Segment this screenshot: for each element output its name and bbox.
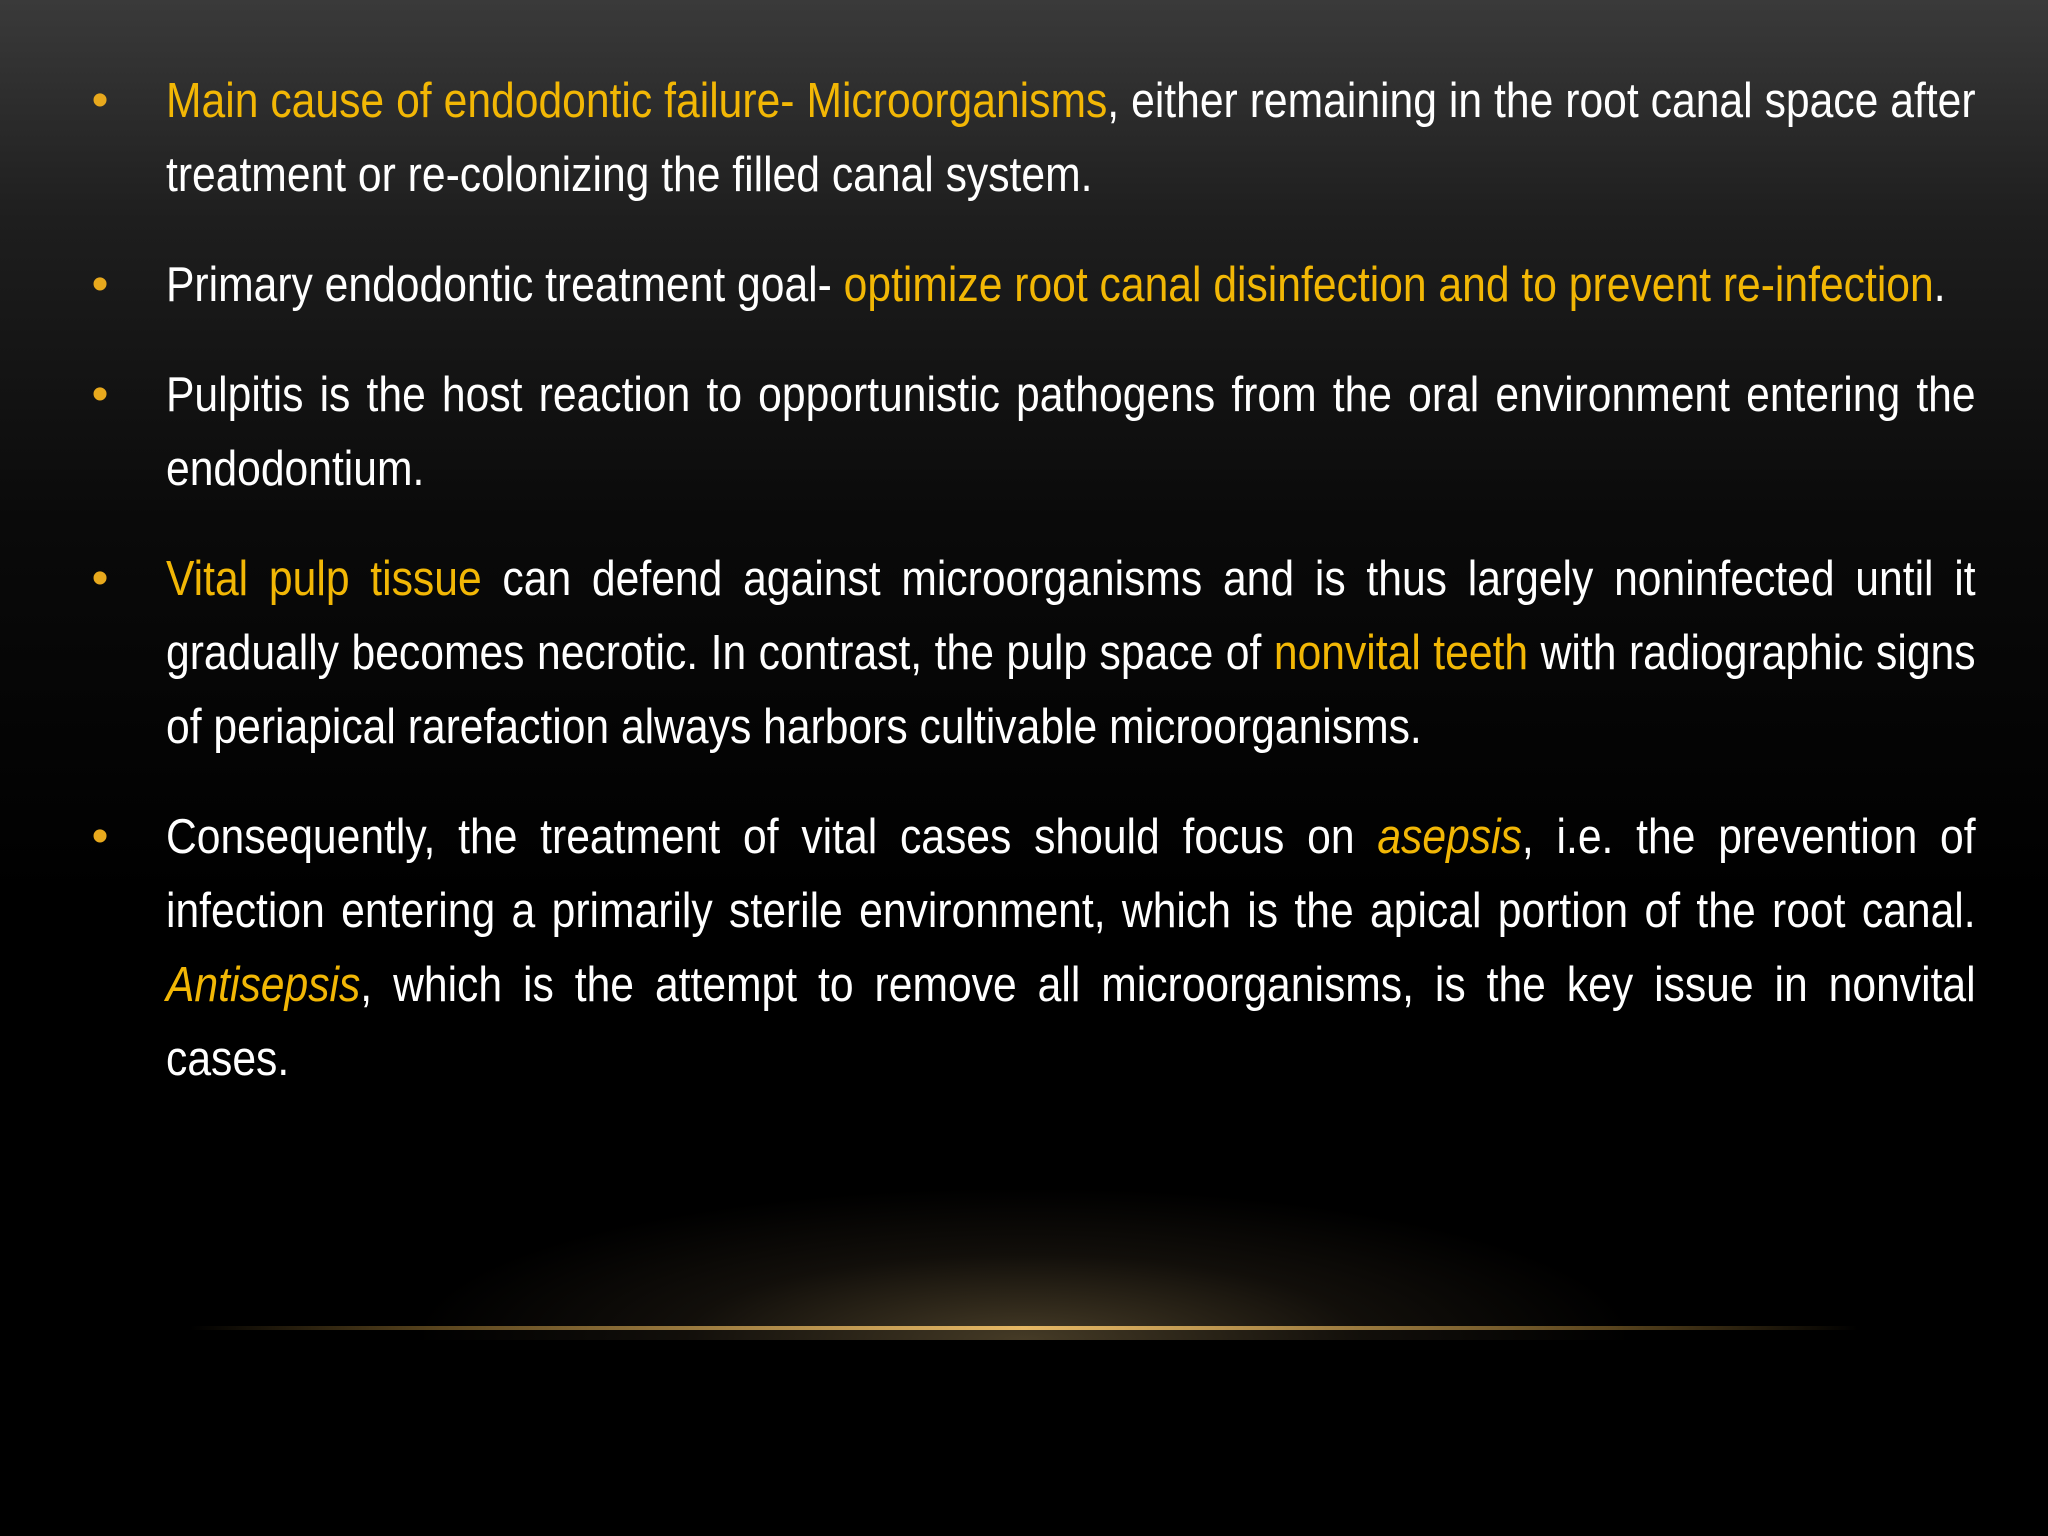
bullet-list [80, 64, 1976, 1132]
bullet-text [166, 358, 1976, 506]
highlight-italic-text: Antisepsis [166, 958, 361, 1012]
bullet-marker: • [91, 258, 109, 311]
bullet-text [166, 248, 1976, 322]
highlight-italic-text: asepsis [1377, 810, 1522, 864]
body-text: , either remaining in the root canal space after treatment or re-colonizing the filled canal system. [166, 74, 1976, 202]
gold-divider-line [190, 1326, 1858, 1330]
body-text: can defend against microorganisms and is thus largely noninfected until it gradually becomes necrotic. In contrast, the pulp space of [166, 552, 1976, 680]
bullet-text [166, 800, 1976, 1096]
bullet-text [166, 542, 1976, 764]
bullet-text [166, 64, 1976, 212]
body-text: Primary endodontic treatment goal- [166, 258, 844, 312]
bullet-marker: • [91, 368, 109, 421]
body-text: with radiographic signs of periapical rarefaction always harbors cultivable microorganisms. [166, 626, 1976, 754]
body-text: Consequently, the treatment of vital cases should focus on [166, 810, 1378, 864]
spotlight-glow [424, 1190, 1624, 1340]
body-text: Pulpitis is the host reaction to opportunistic pathogens from the oral environment entering the endodontium. [166, 368, 1976, 496]
highlight-text: nonvital teeth [1273, 626, 1529, 680]
highlight-text: optimize root canal disinfection and to prevent re-infection [843, 258, 1934, 312]
body-text: . [1933, 258, 1946, 312]
bullet-item [80, 800, 1976, 1096]
bullet-item [80, 248, 1976, 322]
body-text: , which is the attempt to remove all microorganisms, is the key issue in nonvital cases. [166, 958, 1976, 1086]
bullet-marker: • [91, 810, 109, 863]
bullet-item [80, 64, 1976, 212]
body-text: , i.e. the prevention of infection entering a primarily sterile environment, which is the apical portion of the root canal. [166, 810, 1976, 938]
highlight-text: Main cause of endodontic failure- Microorganisms [166, 74, 1108, 128]
bullet-marker: • [91, 74, 109, 127]
bullet-item [80, 358, 1976, 506]
bullet-item [80, 542, 1976, 764]
highlight-text: Vital pulp tissue [166, 552, 482, 606]
bullet-marker: • [91, 552, 109, 605]
